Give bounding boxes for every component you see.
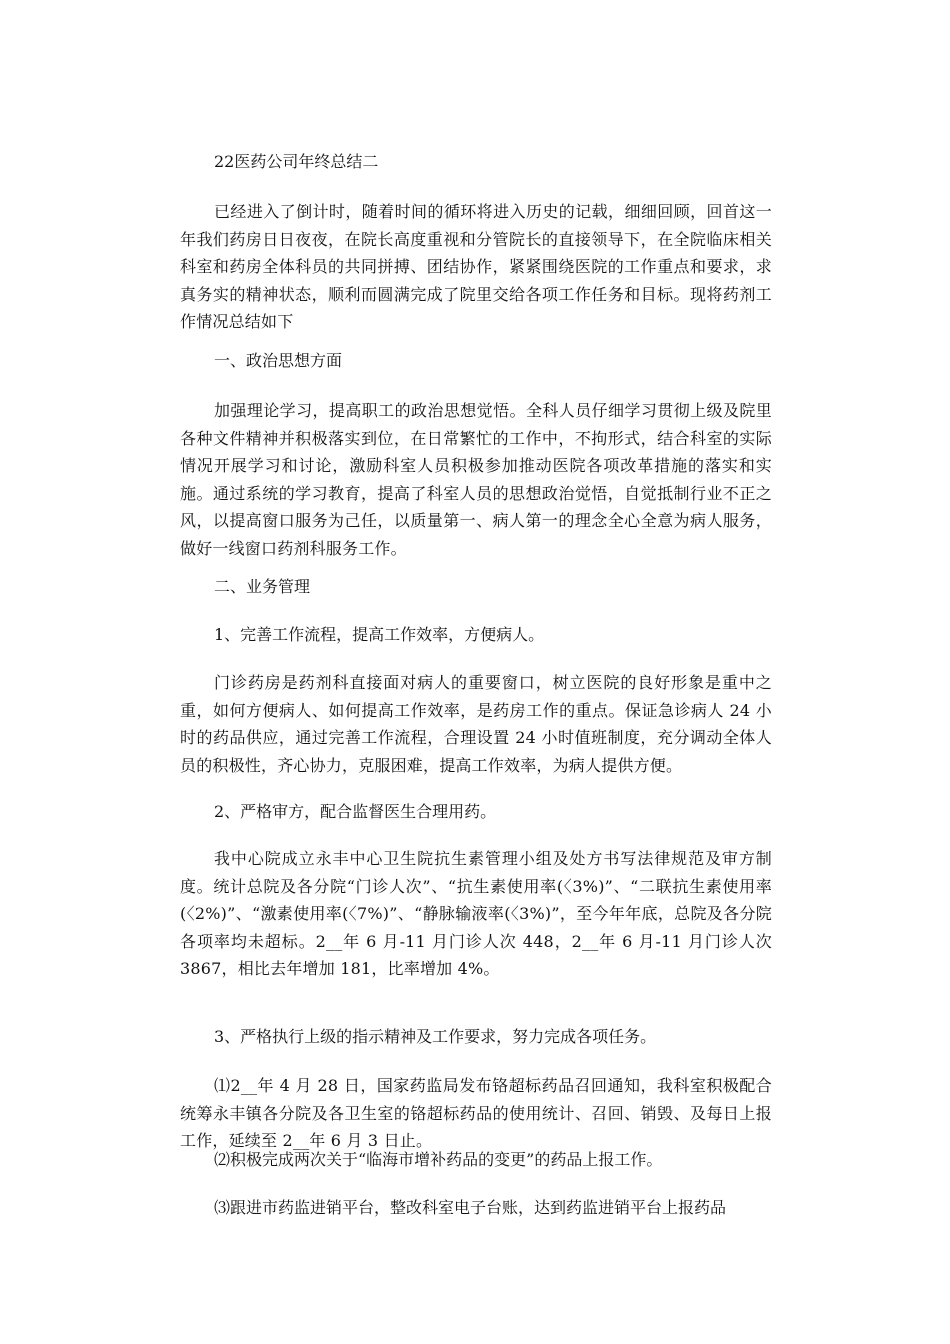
item-heading-workflow: 1、完善工作流程，提高工作效率，方便病人。 [214,625,545,644]
document-title: 22医药公司年终总结二 [214,152,379,171]
item-workflow-paragraph [180,669,772,779]
item-tasks-sub1-text: ⑴2__年 4 月 28 日，国家药监局发布铬超标药品召回通知，我科室积极配合统筹永丰镇各分院及各卫生室的铬超标药品的使用统计、召回、销毁、及每日上报工作，延续至 2__年 6 月 3 日止。 [180,1076,772,1150]
item-heading-prescription: 2、严格审方，配合监督医生合理用药。 [214,802,497,821]
section-politics-text: 加强理论学习，提高职工的政治思想觉悟。全科人员仔细学习贯彻上级及院里各种文件精神并积极落实到位，在日常繁忙的工作中，不拘形式，结合科室的实际情况开展学习和讨论，激励科室人员积极参加推动医院各项改革措施的落实和实施。通过系统的学习教育，提高了科室人员的思想政治觉悟，自觉抵制行业不正之风，以提高窗口服务为己任，以质量第一、病人第一的理念全心全意为病人服务，做好一线窗口药剂科服务工作。 [180,401,772,558]
item-heading-tasks: 3、严格执行上级的指示精神及工作要求，努力完成各项任务。 [214,1027,657,1046]
section-politics-paragraph [180,397,772,562]
item-tasks-sub2: ⑵积极完成两次关于“临海市增补药品的变更”的药品上报工作。 [214,1150,663,1169]
item-workflow-text: 门诊药房是药剂科直接面对病人的重要窗口，树立医院的良好形象是重中之重，如何方便病人、如何提高工作效率，是药房工作的重点。保证急诊病人 24 小时的药品供应，通过完善工作流程，合理设置 24 小时值班制度，充分调动全体人员的积极性，齐心协力，克服困难，提高工作效率，为病人提供方便。 [180,673,772,775]
item-prescription-paragraph [180,845,772,983]
item-tasks-sub1-paragraph [180,1072,772,1155]
intro-paragraph [180,198,772,336]
item-prescription-text: 我中心院成立永丰中心卫生院抗生素管理小组及处方书写法律规范及审方制度。统计总院及各分院“门诊人次”、“抗生素使用率(〈3%)”、“二联抗生素使用率(〈2%)”、“激素使用率(〈7%)”、“静脉输液率(〈3%)”，至今年年底，总院及各分院各项率均未超标。2__年 6 月-11 月门诊人次 448，2__年 6 月-11 月门诊人次 3867，相比去年增加 181，比率增加 4%。 [180,849,772,978]
item-tasks-sub3: ⑶跟进市药监进销平台，整改科室电子台账，达到药监进销平台上报药品 [214,1198,727,1217]
section-heading-business: 二、业务管理 [214,577,311,596]
intro-text: 已经进入了倒计时，随着时间的循环将进入历史的记载，细细回顾，回首这一年我们药房日日夜夜，在院长高度重视和分管院长的直接领导下，在全院临床相关科室和药房全体科员的共同拼搏、团结协作，紧紧围绕医院的工作重点和要求，求真务实的精神状态，顺利而圆满完成了院里交给各项工作任务和目标。现将药剂工作情况总结如下 [180,202,772,331]
section-heading-politics: 一、政治思想方面 [214,351,343,370]
